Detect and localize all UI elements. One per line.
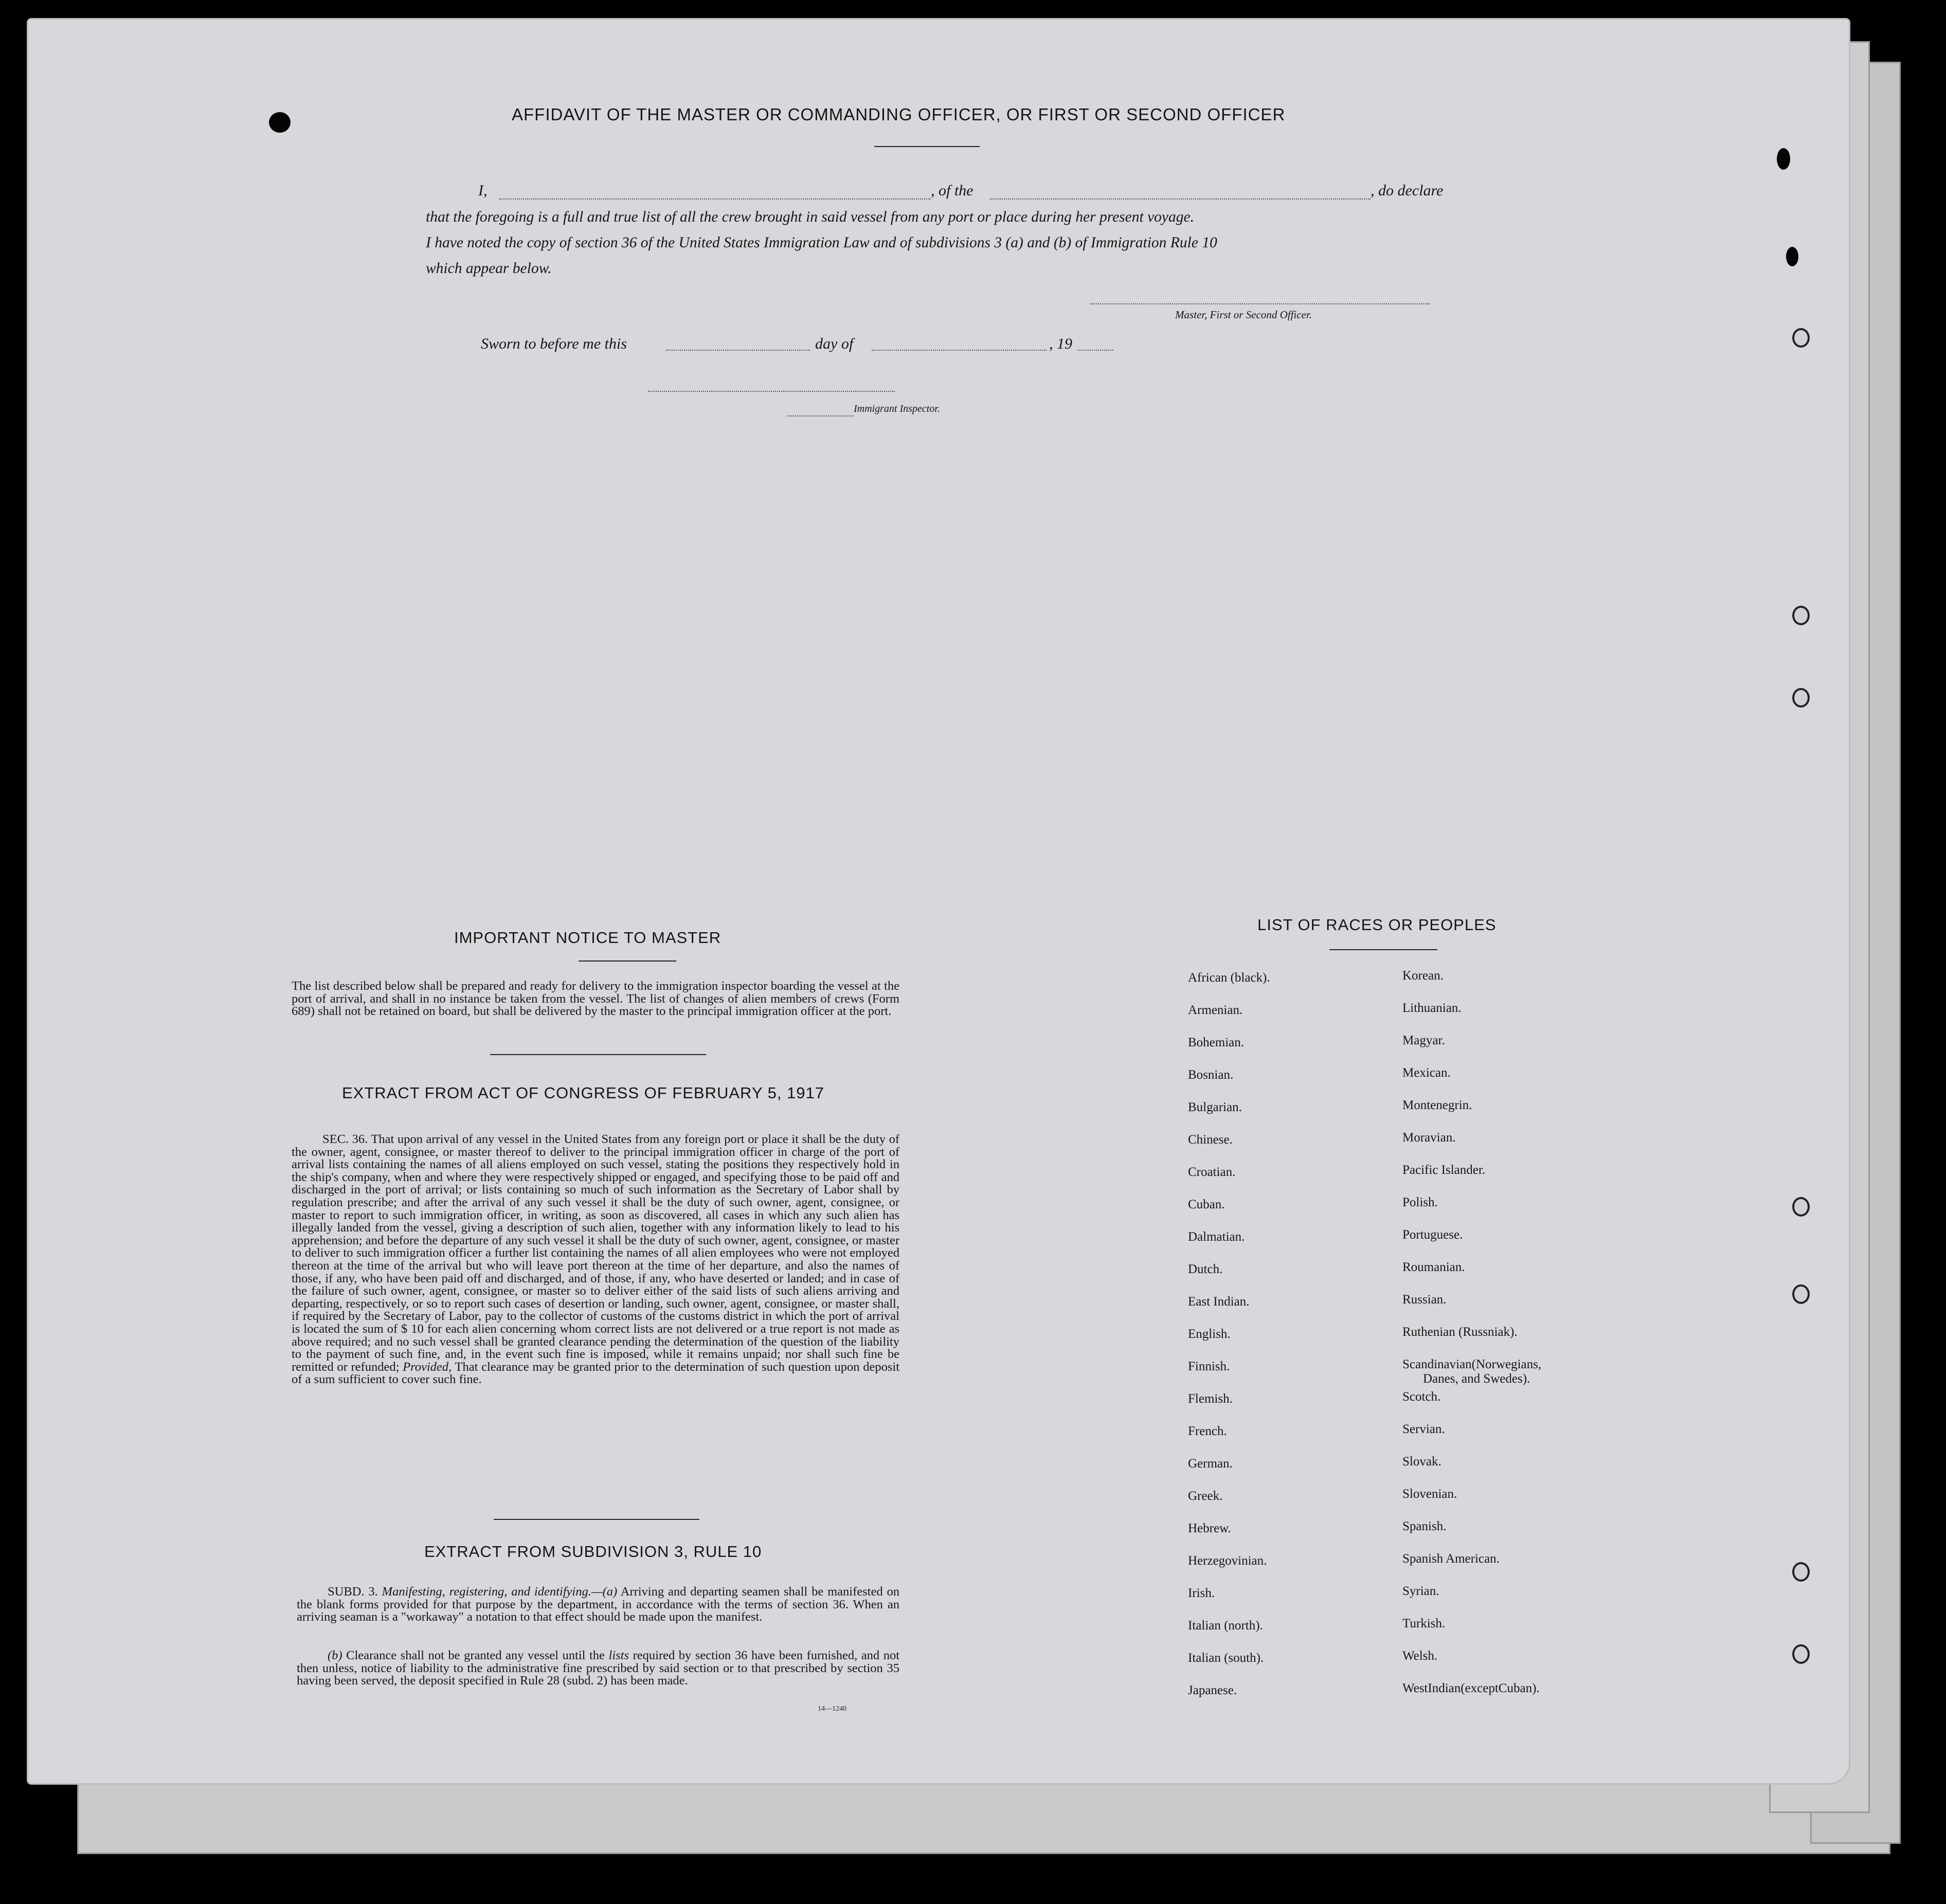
affidavit-title: AFFIDAVIT OF THE MASTER OR COMMANDING OFFICER, OR FIRST OR SECOND OFFICER [512, 105, 1286, 124]
race-item [1402, 1357, 1541, 1390]
race-item: Ruthenian (Russniak). [1402, 1325, 1518, 1339]
race-item: Syrian. [1402, 1584, 1439, 1598]
race-item: Italian (south). [1188, 1651, 1264, 1665]
back-sheet-3 [77, 1774, 1890, 1854]
sworn-prefix: Sworn to before me this [481, 335, 627, 352]
race-item: Dalmatian. [1188, 1230, 1245, 1244]
affidavit-line2: that the foregoing is a full and true list of all the crew brought in said vessel from any port or place during her present voyage. [426, 209, 1194, 225]
race-item: Servian. [1402, 1422, 1445, 1436]
race-item: Korean. [1402, 969, 1444, 983]
race-item: English. [1188, 1327, 1231, 1341]
form-number: 14—1240 [818, 1705, 846, 1713]
punch-hole-7 [1792, 1644, 1810, 1664]
act-provided-label: Provided, [403, 1359, 452, 1374]
race-item: WestIndian(exceptCuban). [1402, 1681, 1540, 1695]
notice-rule [490, 1054, 706, 1055]
punch-hole-6 [1792, 1562, 1810, 1582]
sworn-day: day of [815, 335, 854, 352]
races-column-2 [1402, 969, 1541, 1714]
sworn-year-blank[interactable] [1077, 350, 1113, 351]
race-item: Spanish. [1402, 1519, 1447, 1533]
rule-subd-label: SUBD. 3. [328, 1585, 378, 1599]
race-item: Russian. [1402, 1293, 1447, 1307]
race-item: Turkish. [1402, 1617, 1446, 1630]
race-item: Slovenian. [1402, 1487, 1457, 1501]
race-item: German. [1188, 1457, 1233, 1471]
race-item: Pacific Islander. [1402, 1163, 1486, 1177]
race-item: Cuban. [1188, 1198, 1225, 1211]
affidavit-line4: which appear below. [426, 260, 552, 277]
race-item: East Indian. [1188, 1295, 1250, 1309]
affidavit-line1-of-the: , of the [931, 182, 974, 199]
signature-label: Master, First or Second Officer. [1175, 309, 1312, 321]
rule-text-b-1: Clearance shall not be granted any vessel until the [346, 1648, 605, 1662]
document-page [28, 20, 1849, 1783]
affidavit-line3: I have noted the copy of section 36 of the United States Immigration Law and of subdivisions 3 (a) and (b) of Immigration Rule 10 [426, 234, 1217, 251]
affidavit-name-blank[interactable] [499, 198, 931, 200]
rule-text-a [297, 1586, 899, 1624]
race-item: Chinese. [1188, 1133, 1233, 1147]
race-item: French. [1188, 1424, 1227, 1438]
race-item: Irish. [1188, 1586, 1215, 1600]
rule-text-b-lists: lists [608, 1648, 629, 1662]
race-item-line-1: Scandinavian(Norwegians, [1402, 1357, 1542, 1371]
sworn-month-blank[interactable] [872, 350, 1047, 351]
race-item-line-2: Danes, and Swedes). [1423, 1372, 1530, 1386]
sworn-year: , 19 [1049, 335, 1072, 352]
race-item: Hebrew. [1188, 1521, 1231, 1535]
rule-subd-heading: Manifesting, registering, and identifying.—(a) [382, 1585, 618, 1599]
race-item: Polish. [1402, 1195, 1438, 1209]
race-item: Bohemian. [1188, 1036, 1245, 1049]
race-item: Bosnian. [1188, 1068, 1234, 1082]
act-sec-label: SEC. 36. [322, 1132, 368, 1146]
race-item: Lithuanian. [1402, 1001, 1462, 1015]
act-title: EXTRACT FROM ACT OF CONGRESS OF FEBRUARY 5, 1917 [342, 1084, 825, 1102]
act-body: That upon arrival of any vessel in the United States from any foreign port or place it shall be the duty of the owner, agent, consignee, or master thereof to deliver to the principal immigration officer in charge of the port of arrival lists containing the names of all aliens employed on such vessel, stating the positions they respectively hold in the ship's company, when and where they were respectively shipped or engaged, and specifying those to be paid off and discharged in the port of arrival; or lists containing so much of such information as the Secretary of Labor shall by regulation prescribe; and after the arrival of any such vessel it shall be the duty of such owner, agent, consignee, or master to report to such immigration officer, in writing, as soon as discovered, all cases in which any such alien has illegally landed from the vessel, giving a description of such alien, together with any information likely to lead to his apprehension; and before the departure of any such vessel it shall be the duty of such owner, agent, consignee, or master to deliver to such immigration officer a further list containing the names of all alien employees who were not employed thereon at the time of the arrival but who will leave port thereon at the time of her departure, and also the names of those, if any, who have been paid off and discharged, and of those, if any, who have deserted or landed; and in case of the failure of such owner, agent, consignee, or master so to deliver either of the said lists of such aliens arriving and departing, respectively, or so to report such cases of desertion or landing, such owner, agent, consignee, or master shall, if required by the Secretary of Labor, pay to the collector of customs of the customs district in which the port of arrival is located the sum of $ 10 for each alien concerning whom correct lists are not delivered or a true report is not made as above required; and no such vessel shall be granted clearance pending the determination of the question of the liability to the payment of such fine, and, in the event such fine is imposed, while it remains unpaid; nor shall such fine be remitted or refunded; [292, 1132, 899, 1374]
sworn-date-blank[interactable] [666, 350, 810, 351]
race-item: Welsh. [1402, 1649, 1438, 1663]
race-item: Greek. [1188, 1489, 1223, 1503]
act-rule [494, 1519, 699, 1520]
race-item: Scotch. [1402, 1390, 1441, 1404]
punch-hole-5 [1792, 1284, 1810, 1304]
race-item: Croatian. [1188, 1165, 1236, 1179]
inspector-signature-blank[interactable] [648, 391, 895, 392]
race-item: Roumanian. [1402, 1260, 1465, 1274]
affidavit-line1-declare: , do declare [1371, 182, 1444, 199]
race-item: Mexican. [1402, 1066, 1451, 1080]
race-item: African (black). [1188, 971, 1270, 985]
race-item: Dutch. [1188, 1262, 1223, 1276]
race-item: Herzegovinian. [1188, 1554, 1267, 1568]
race-item: Slovak. [1402, 1455, 1442, 1468]
rule-b-label: (b) [328, 1648, 343, 1662]
races-title: LIST OF RACES OR PEOPLES [1257, 916, 1497, 934]
notice-title: IMPORTANT NOTICE TO MASTER [454, 929, 722, 947]
punch-dot-left [269, 112, 291, 133]
inspector-name-blank[interactable] [787, 415, 854, 416]
rule-text-a-body: Arriving and departing seamen shall be manifested on the blank forms provided for that purpose by the department, in accordance with the terms of section 36. When an arriving seaman is a "workaway" a notation to that effect should be made upon the manifest. [297, 1585, 899, 1624]
signature-blank[interactable] [1090, 303, 1430, 304]
act-text [292, 1133, 899, 1386]
race-item: Spanish American. [1402, 1552, 1500, 1566]
notice-text: The list described below shall be prepared and ready for delivery to the immigration inspector boarding the vessel at the port of arrival, and shall in no instance be taken from the vessel. The list of changes of alien members of crews (Form 689) shall not be retained on board, but shall be delivered by the master to the principal immigration officer at the port. [292, 979, 899, 1019]
punch-hole-4 [1792, 1197, 1810, 1217]
rule-text-b [297, 1649, 899, 1688]
affidavit-vessel-blank[interactable] [990, 198, 1371, 200]
punch-hole-1 [1792, 328, 1810, 348]
race-item: Montenegrin. [1402, 1098, 1472, 1112]
act-provided-text: That clearance may be granted prior to the determination of such question upon deposit of a sum sufficient to cover such fine. [292, 1359, 900, 1387]
affidavit-title-rule [874, 146, 980, 147]
race-item: Finnish. [1188, 1359, 1230, 1373]
race-item: Japanese. [1188, 1683, 1237, 1697]
races-column-1 [1188, 971, 1270, 1716]
race-item: Italian (north). [1188, 1619, 1263, 1633]
race-item: Bulgarian. [1188, 1100, 1242, 1114]
punch-hole-2 [1792, 606, 1810, 625]
rule-text-b-2: required by section 36 have been furnished, and not then unless, notice of liability to the administrative fine prescribed by said section or to that prescribed by section 35 having been served, the deposit specified in Rule 28 (subd. 2) has been made. [297, 1648, 900, 1688]
race-item: Portuguese. [1402, 1228, 1463, 1242]
race-item: Armenian. [1188, 1003, 1243, 1017]
race-item: Magyar. [1402, 1033, 1445, 1047]
race-item: Moravian. [1402, 1131, 1456, 1145]
rule-title: EXTRACT FROM SUBDIVISION 3, RULE 10 [424, 1543, 762, 1561]
races-title-rule [1329, 949, 1437, 950]
inspector-label: Immigrant Inspector. [854, 403, 940, 414]
affidavit-line1-i: I, [478, 182, 488, 199]
punch-hole-3 [1792, 688, 1810, 708]
punch-dot-right-2 [1786, 247, 1798, 266]
punch-dot-right-1 [1777, 148, 1790, 170]
notice-title-rule [579, 960, 676, 962]
race-item: Flemish. [1188, 1392, 1233, 1406]
